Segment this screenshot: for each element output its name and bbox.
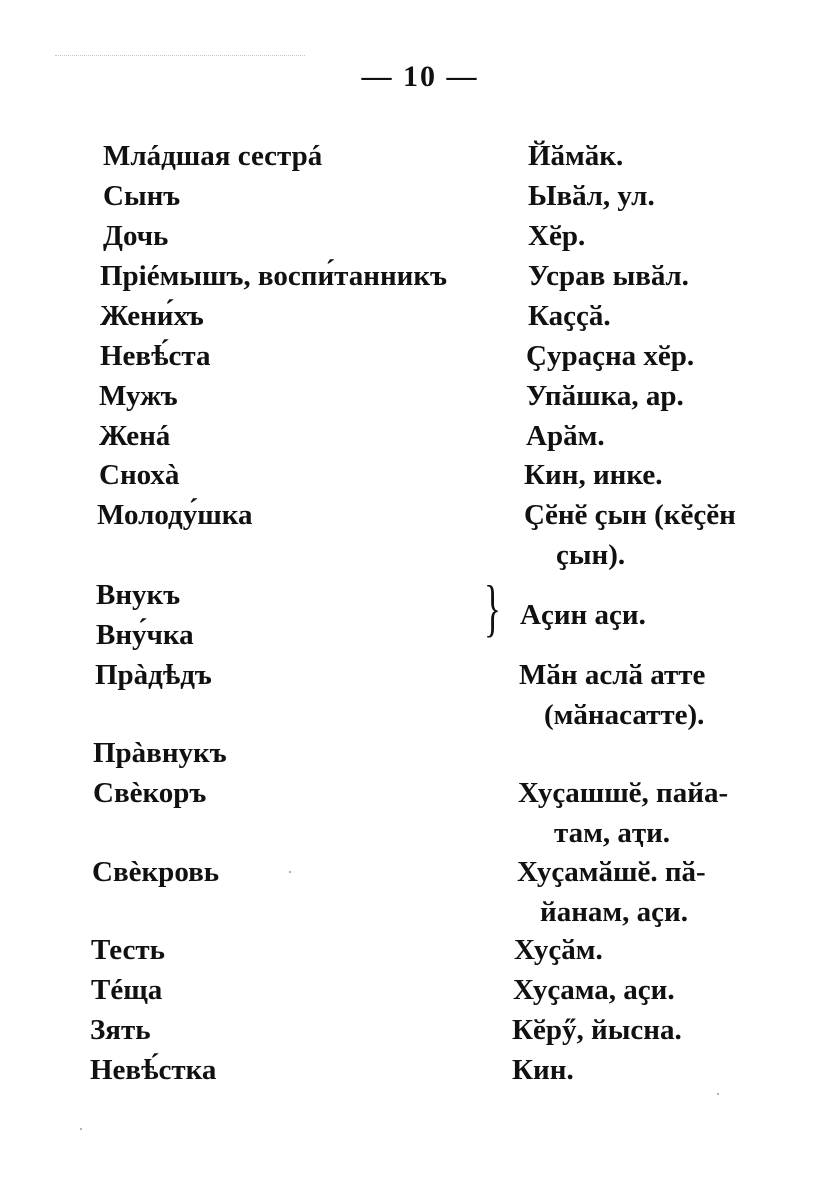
chuvash-term: Хӗр. xyxy=(528,220,586,252)
chuvash-term: Ҫӗнӗ ҫын (кӗҫӗн xyxy=(524,499,736,531)
chuvash-term: Усрав ывӑл. xyxy=(528,260,689,292)
chuvash-term-continuation: йанам, аҫи. xyxy=(540,896,689,928)
header-dust-line xyxy=(55,55,305,56)
chuvash-term-continuation: там, аҭи. xyxy=(554,817,671,849)
russian-term: Сынъ xyxy=(103,180,181,212)
russian-term: Зять xyxy=(90,1014,151,1046)
chuvash-term: Ывӑл, ул. xyxy=(528,180,655,212)
chuvash-term: Мӑн аслӑ атте xyxy=(519,659,706,691)
russian-term: Внукъ xyxy=(96,579,181,611)
chuvash-term: Хуҫӑм. xyxy=(514,934,603,966)
chuvash-term: Хуҫама, аҫи. xyxy=(513,974,675,1006)
chuvash-term: Каҫҫӑ. xyxy=(528,300,611,332)
russian-term: Жени́хъ xyxy=(100,300,204,332)
russian-term: Пріéмышъ, воспи́танникъ xyxy=(100,260,447,292)
russian-term: Снохà xyxy=(99,459,180,491)
russian-term: Тесть xyxy=(91,934,165,966)
scan-speck xyxy=(289,871,291,873)
chuvash-term: Хуҫамӑшӗ. пӑ- xyxy=(517,856,706,888)
chuvash-term: Кӗрӳ, йысна. xyxy=(512,1014,682,1046)
russian-term: Дочь xyxy=(103,220,169,252)
russian-term: Тéща xyxy=(91,974,163,1006)
chuvash-term: Аҫин аҫи. xyxy=(520,599,646,631)
scan-speck xyxy=(80,1128,82,1130)
chuvash-term: Хуҫашшӗ, пайа- xyxy=(518,777,729,809)
chuvash-term: Кин, инке. xyxy=(524,459,663,491)
russian-term: Вну́чка xyxy=(96,619,194,651)
russian-term: Прàвнукъ xyxy=(93,737,227,769)
russian-term: Молоду́шка xyxy=(97,499,253,531)
russian-term: Свѐкоръ xyxy=(93,777,207,809)
chuvash-term: Кин. xyxy=(512,1054,574,1086)
scan-speck xyxy=(717,1093,719,1095)
russian-term: Невѣ́ста xyxy=(100,340,211,372)
russian-term: Женá xyxy=(99,420,171,452)
russian-term: Невѣ́стка xyxy=(90,1054,217,1086)
chuvash-term: Арӑм. xyxy=(526,420,605,452)
grouping-brace: } xyxy=(484,572,501,643)
chuvash-term: Упӑшка, ар. xyxy=(526,380,684,412)
chuvash-term: Йӑмӑк. xyxy=(528,140,624,172)
page-number: — 10 — xyxy=(361,60,479,93)
russian-term: Свѐкровь xyxy=(92,856,220,888)
russian-term: Млáдшая сестрá xyxy=(103,140,323,172)
chuvash-term-continuation: ҫын). xyxy=(556,539,626,571)
russian-term: Прàдѣдъ xyxy=(95,659,212,691)
russian-term: Мужъ xyxy=(99,380,178,412)
chuvash-term-continuation: (мӑнасатте). xyxy=(544,699,705,731)
chuvash-term: Ҫураҫна хӗр. xyxy=(526,340,695,372)
